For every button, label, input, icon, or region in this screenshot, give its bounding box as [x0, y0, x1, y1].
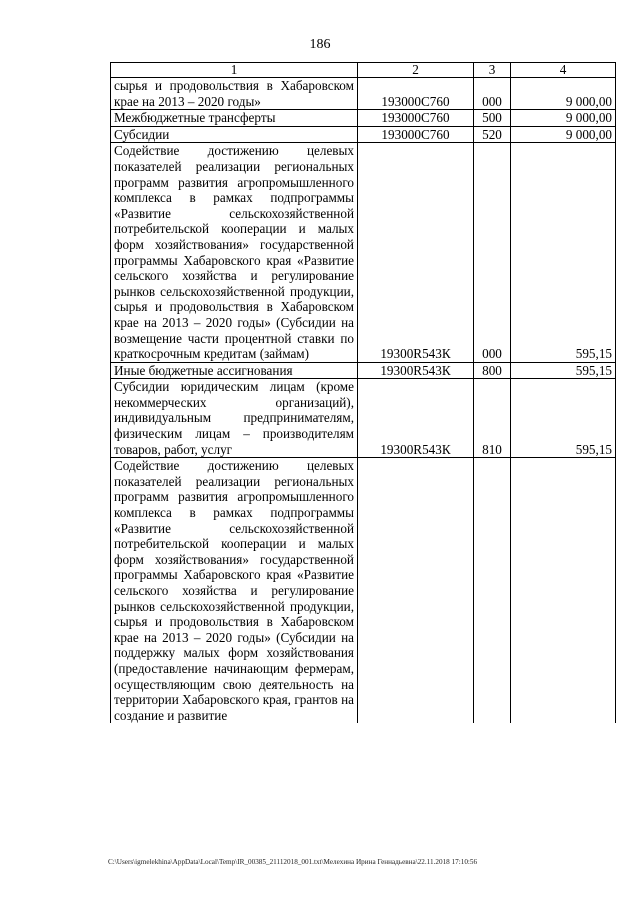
row-description: Содействие достижению целевых показателей реализации региональных программ развития агропромышленного комплекса в рамках подпрограммы «Развитие сельскохозяйственной потребительской кооперации и малых форм хозяйствования» государственной программы Хабаровского края «Развитие сельского хозяйства и регулирование рынков сельскохозяйственной продукции, сырья и продовольствия в Хабаровском крае на 2013 – 2020 годы» (Субсидии на возмещение части процентной ставки по краткосрочным кредитам (займам)	[111, 143, 358, 362]
row-amount	[511, 458, 616, 724]
row-target-code: 193000С760	[358, 78, 474, 110]
column-header-2: 2	[358, 63, 474, 78]
table-row	[111, 78, 616, 110]
table-row	[111, 110, 616, 127]
row-expense-type	[474, 458, 511, 724]
budget-table	[110, 62, 616, 723]
row-description: сырья и продовольствия в Хабаровском крае на 2013 – 2020 годы»	[111, 78, 358, 110]
row-target-code	[358, 458, 474, 724]
row-expense-type: 810	[474, 379, 511, 458]
column-header-4: 4	[511, 63, 616, 78]
row-description: Межбюджетные трансферты	[111, 110, 358, 127]
column-header-3: 3	[474, 63, 511, 78]
row-expense-type: 800	[474, 362, 511, 379]
row-amount: 595,15	[511, 362, 616, 379]
row-target-code: 19300R543К	[358, 362, 474, 379]
row-expense-type: 000	[474, 78, 511, 110]
table-row	[111, 379, 616, 458]
row-expense-type: 500	[474, 110, 511, 127]
column-header-1: 1	[111, 63, 358, 78]
row-description: Субсидии	[111, 126, 358, 143]
row-expense-type: 000	[474, 143, 511, 362]
table-row	[111, 126, 616, 143]
table-row	[111, 143, 616, 362]
row-target-code: 193000С760	[358, 110, 474, 127]
row-description: Содействие достижению целевых показателей реализации региональных программ развития агропромышленного комплекса в рамках подпрограммы «Развитие сельскохозяйственной потребительской кооперации и малых форм хозяйствования» государственной программы Хабаровского края «Развитие сельского хозяйства и регулирование рынков сельскохозяйственной продукции, сырья и продовольствия в Хабаровском крае на 2013 – 2020 годы» (Субсидии на поддержку малых форм хозяйствования (предоставление начинающим фермерам, осуществляющим свою деятельность на территории Хабаровского края, грантов на создание и развитие	[111, 458, 358, 724]
page-number: 186	[309, 37, 331, 52]
row-expense-type: 520	[474, 126, 511, 143]
row-amount: 9 000,00	[511, 110, 616, 127]
row-amount: 595,15	[511, 143, 616, 362]
table-header-row	[111, 63, 616, 78]
row-target-code: 19300R543К	[358, 379, 474, 458]
row-description: Иные бюджетные ассигнования	[111, 362, 358, 379]
footer-file-path: C:\Users\igmelekhina\AppData\Local\Temp\IR_00385_21112018_001.txt\Мелехина Ирина Геннадьевна\22.11.2018 17:10:56	[108, 858, 478, 866]
row-amount: 9 000,00	[511, 126, 616, 143]
table-row	[111, 458, 616, 724]
row-amount: 595,15	[511, 379, 616, 458]
table-row	[111, 362, 616, 379]
row-amount: 9 000,00	[511, 78, 616, 110]
row-target-code: 193000С760	[358, 126, 474, 143]
row-target-code: 19300R543К	[358, 143, 474, 362]
row-description: Субсидии юридическим лицам (кроме некоммерческих организаций), индивидуальным предпринимателям, физическим лицам – производителям товаров, работ, услуг	[111, 379, 358, 458]
